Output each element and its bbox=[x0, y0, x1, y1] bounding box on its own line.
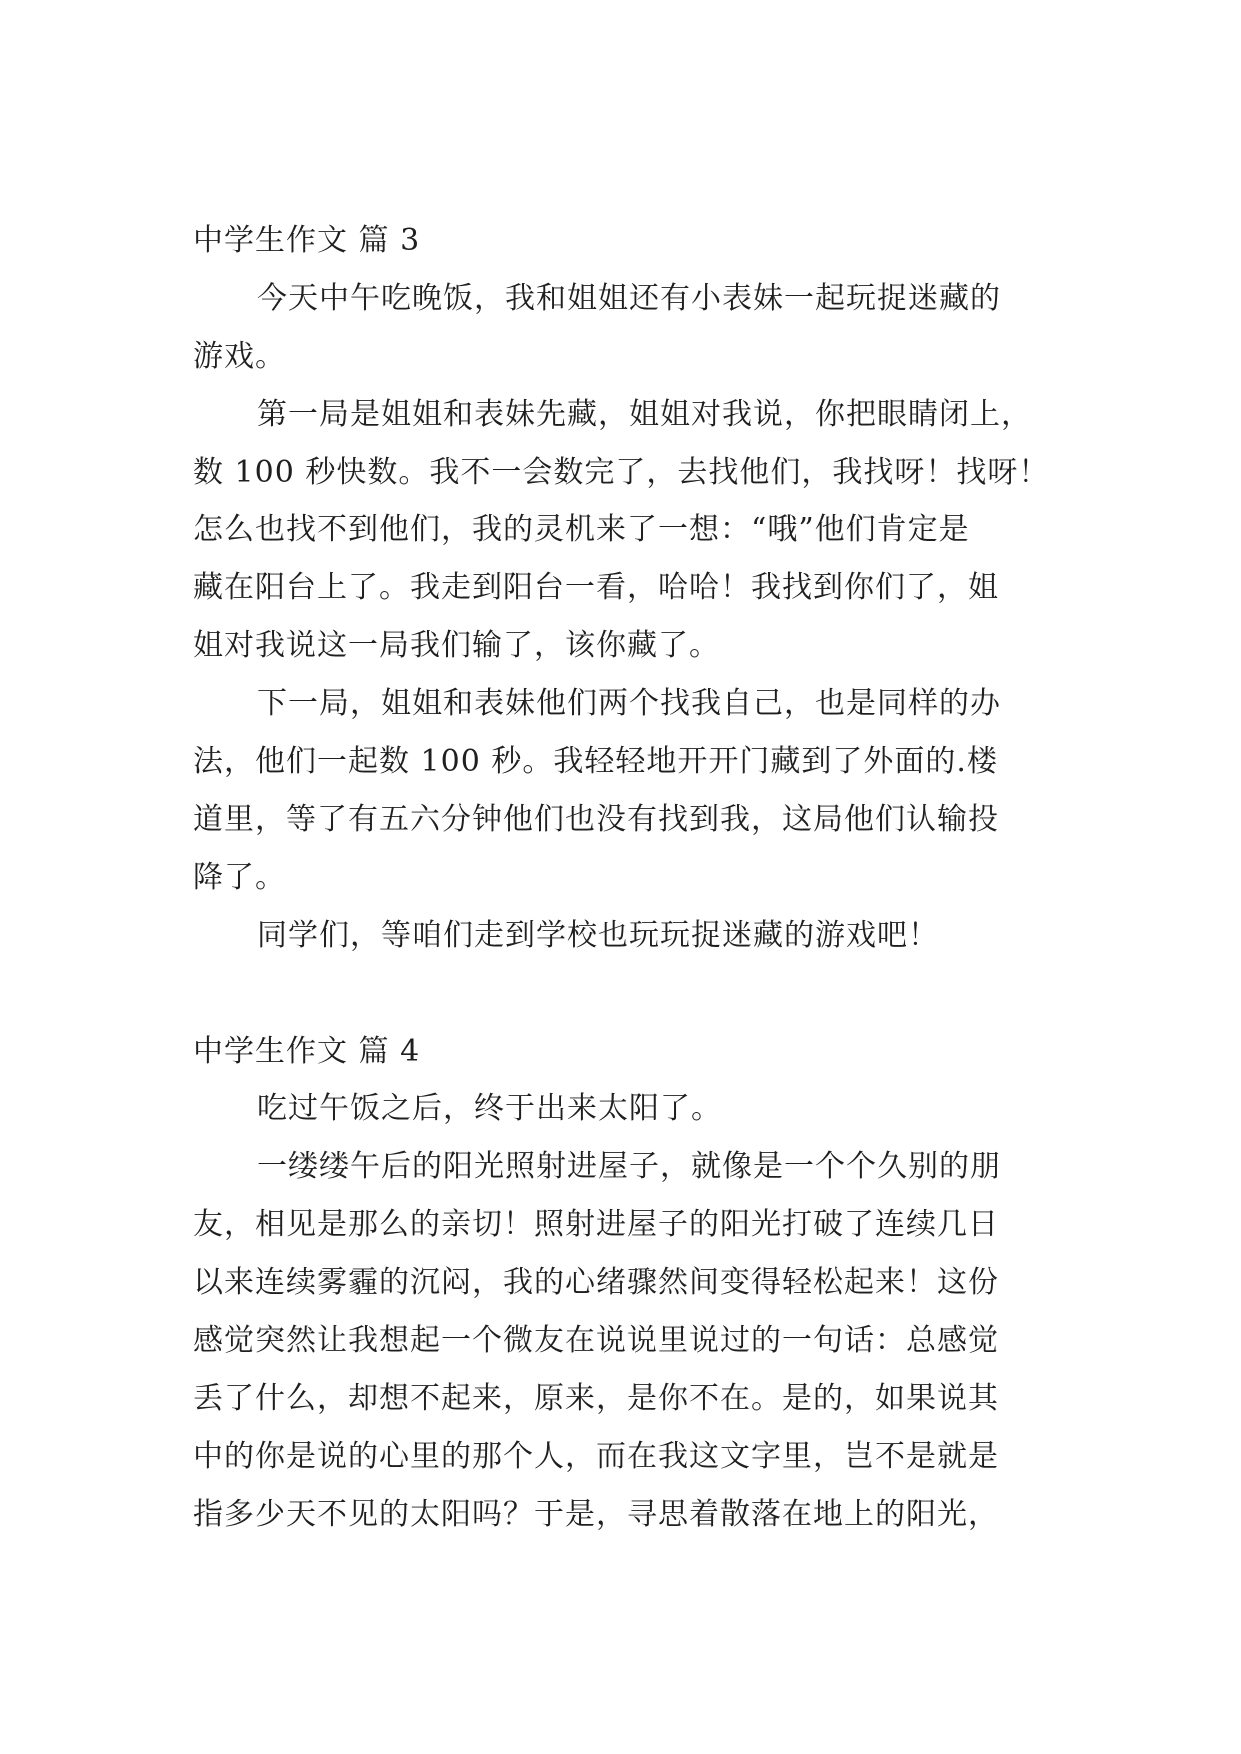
paragraph-line: 中的你是说的心里的那个人，而在我这文字里，岂不是就是 bbox=[193, 1438, 999, 1474]
paragraph-line: 法，他们一起数 100 秒。我轻轻地开开门藏到了外面的.楼 bbox=[193, 744, 998, 780]
paragraph-line: 友，相见是那么的亲切！照射进屋子的阳光打破了连续几日 bbox=[193, 1207, 999, 1243]
section-title: 中学生作文 篇 3 bbox=[193, 223, 421, 258]
paragraph-line: 指多少天不见的太阳吗？于是，寻思着散落在地上的阳光， bbox=[193, 1496, 999, 1532]
section-title: 中学生作文 篇 4 bbox=[193, 1033, 421, 1069]
paragraph-line: 降了。 bbox=[193, 859, 286, 895]
paragraph-line: 丢了什么，却想不起来，原来，是你不在。是的，如果说其 bbox=[193, 1380, 999, 1416]
paragraph-line: 感觉突然让我想起一个微友在说说里说过的一句话：总感觉 bbox=[193, 1323, 999, 1359]
paragraph-line: 数 100 秒快数。我不一会数完了，去找他们，我找呀！找呀！ bbox=[193, 454, 1050, 490]
paragraph-line: 姐对我说这一局我们输了，该你藏了。 bbox=[193, 628, 720, 664]
paragraph-line: 藏在阳台上了。我走到阳台一看，哈哈！我找到你们了，姐 bbox=[193, 570, 999, 606]
paragraph-line: 游戏。 bbox=[193, 338, 286, 374]
paragraph-line: 一缕缕午后的阳光照射进屋子，就像是一个个久别的朋 bbox=[257, 1149, 1001, 1185]
document-page bbox=[193, 212, 1053, 1544]
paragraph-line: 第一局是姐姐和表妹先藏，姐姐对我说，你把眼睛闭上， bbox=[257, 396, 1032, 432]
paragraph-line: 道里，等了有五六分钟他们也没有找到我，这局他们认输投 bbox=[193, 801, 999, 837]
paragraph-line: 同学们，等咱们走到学校也玩玩捉迷藏的游戏吧！ bbox=[257, 917, 939, 953]
section-gap bbox=[193, 965, 1053, 1023]
paragraph-line: 以来连续雾霾的沉闷，我的心绪骤然间变得轻松起来！这份 bbox=[193, 1265, 999, 1301]
paragraph-line: 下一局，姐姐和表妹他们两个找我自己，也是同样的办 bbox=[257, 686, 1001, 722]
paragraph-line: 怎么也找不到他们，我的灵机来了一想：“哦”他们肯定是 bbox=[193, 512, 970, 548]
paragraph-line: 吃过午饭之后，终于出来太阳了。 bbox=[257, 1091, 722, 1127]
paragraph-line: 今天中午吃晚饭，我和姐姐还有小表妹一起玩捉迷藏的 bbox=[257, 280, 1001, 316]
